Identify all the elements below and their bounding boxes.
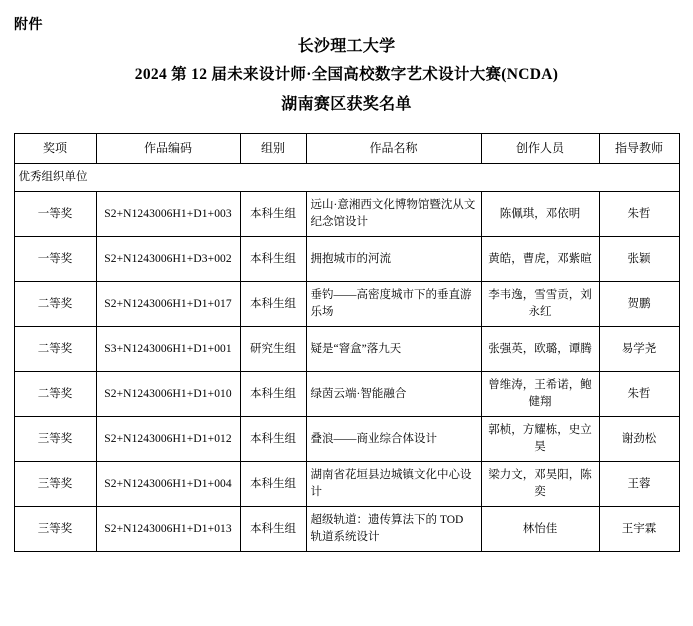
cell-authors: 曾维涛，王希诺，鲍健翔	[481, 371, 599, 416]
cell-title: 超级轨道：遗传算法下的 TOD 轨道系统设计	[306, 506, 481, 551]
cell-authors: 郭桢，方耀栋，史立昊	[481, 416, 599, 461]
cell-title: 远山·意湘西文化博物馆暨沈从文纪念馆设计	[306, 191, 481, 236]
cell-group: 本科生组	[240, 461, 306, 506]
cell-code: S2+N1243006H1+D3+002	[96, 236, 240, 281]
column-header-code: 作品编码	[96, 133, 240, 163]
cell-teacher: 王蓉	[599, 461, 679, 506]
table-row	[14, 461, 679, 506]
column-header-title: 作品名称	[306, 133, 481, 163]
cell-award: 三等奖	[14, 416, 96, 461]
title-line-competition: 2024 第 12 届未来设计师·全国高校数字艺术设计大赛(NCDA)	[134, 66, 559, 84]
cell-award: 三等奖	[14, 506, 96, 551]
cell-authors: 李韦逸，雪雪贡，刘永红	[481, 281, 599, 326]
table-row	[14, 506, 679, 551]
cell-code: S2+N1243006H1+D1+003	[96, 191, 240, 236]
cell-teacher: 易学尧	[599, 326, 679, 371]
cell-group: 本科生组	[240, 191, 306, 236]
cell-teacher: 王宇霖	[599, 506, 679, 551]
cell-code: S2+N1243006H1+D1+012	[96, 416, 240, 461]
cell-code: S2+N1243006H1+D1+017	[96, 281, 240, 326]
cell-authors: 梁力文，邓昊阳，陈奕	[481, 461, 599, 506]
cell-group: 本科生组	[240, 416, 306, 461]
cell-award: 二等奖	[14, 371, 96, 416]
cell-award: 二等奖	[14, 326, 96, 371]
cell-title: 拥抱城市的河流	[306, 236, 481, 281]
cell-title: 疑是“窨盒”落九天	[306, 326, 481, 371]
cell-title: 垂钓——高密度城市下的垂直游乐场	[306, 281, 481, 326]
cell-code: S2+N1243006H1+D1+013	[96, 506, 240, 551]
cell-title: 叠浪——商业综合体设计	[306, 416, 481, 461]
table-section-row	[14, 164, 679, 192]
cell-group: 本科生组	[240, 281, 306, 326]
cell-group: 研究生组	[240, 326, 306, 371]
title-line-region: 湖南赛区获奖名单	[281, 95, 412, 113]
column-header-award: 奖项	[14, 133, 96, 163]
cell-code: S2+N1243006H1+D1+004	[96, 461, 240, 506]
column-header-authors: 创作人员	[481, 133, 599, 163]
table-header-row	[14, 133, 679, 163]
cell-teacher: 张颖	[599, 236, 679, 281]
cell-title: 湖南省花垣县边城镇文化中心设计	[306, 461, 481, 506]
cell-group: 本科生组	[240, 371, 306, 416]
table-row	[14, 371, 679, 416]
table-row	[14, 416, 679, 461]
cell-authors: 陈佩琪，邓依明	[481, 191, 599, 236]
cell-authors: 林怡佳	[481, 506, 599, 551]
cell-title: 绿茵云端·智能融合	[306, 371, 481, 416]
table-row	[14, 191, 679, 236]
cell-teacher: 谢劲松	[599, 416, 679, 461]
cell-authors: 张强英，欧璐，谭腾	[481, 326, 599, 371]
award-list-table	[14, 133, 680, 552]
cell-award: 一等奖	[14, 236, 96, 281]
table-row	[14, 281, 679, 326]
cell-code: S2+N1243006H1+D1+010	[96, 371, 240, 416]
column-header-group: 组别	[240, 133, 306, 163]
cell-code: S3+N1243006H1+D1+001	[96, 326, 240, 371]
column-header-teacher: 指导教师	[599, 133, 679, 163]
cell-teacher: 朱哲	[599, 371, 679, 416]
cell-teacher: 贺鹏	[599, 281, 679, 326]
cell-authors: 黄皓，曹虎，邓紫暄	[481, 236, 599, 281]
table-row	[14, 326, 679, 371]
title-line-university: 长沙理工大学	[297, 38, 396, 55]
cell-award: 三等奖	[14, 461, 96, 506]
document-title-block	[0, 0, 693, 119]
cell-award: 一等奖	[14, 191, 96, 236]
table-row	[14, 236, 679, 281]
attachment-label: 附件	[14, 18, 43, 33]
cell-group: 本科生组	[240, 236, 306, 281]
cell-group: 本科生组	[240, 506, 306, 551]
section-label: 优秀组织单位	[14, 164, 679, 192]
cell-teacher: 朱哲	[599, 191, 679, 236]
cell-award: 二等奖	[14, 281, 96, 326]
